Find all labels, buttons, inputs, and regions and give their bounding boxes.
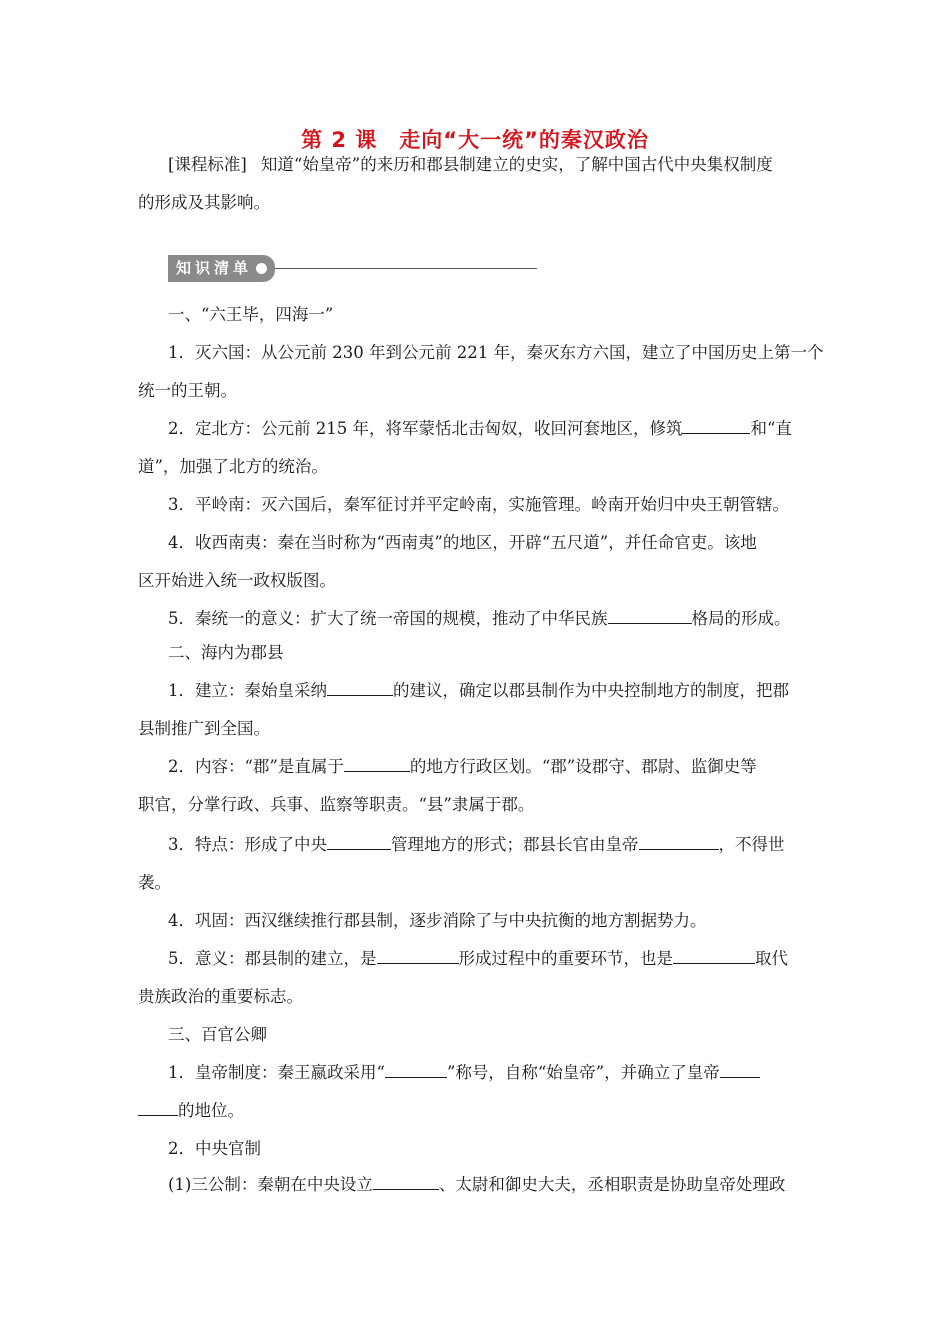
s2-item3-line1: 3．特点：形成了中央 管理地方的形式；郡县长官由皇帝 ，不得世 <box>168 835 785 854</box>
fill-blank[interactable] <box>673 947 755 964</box>
course-standard-label: [课程标准] <box>168 155 247 174</box>
fill-blank[interactable] <box>720 1061 760 1078</box>
s1-item4-line2: 区开始进入统一政权版图。 <box>138 571 336 590</box>
course-standard-text: 知道“始皇帝”的来历和郡县制建立的史实，了解中国古代中央集权制度 <box>260 155 773 174</box>
section-rule <box>275 268 537 269</box>
s2-item2-line2: 职官，分掌行政、兵事、监察等职责。“县”隶属于郡。 <box>138 795 535 814</box>
fill-blank[interactable] <box>327 679 393 696</box>
s2-item2-line1: 2．内容：“郡”是直属于 的地方行政区划。“郡”设郡守、郡尉、监御史等 <box>168 757 757 776</box>
s3-item1-line2: 的地位。 <box>138 1092 818 1130</box>
section2-heading: 二、海内为郡县 <box>168 643 284 662</box>
s2-item1-line1: 1．建立：秦始皇采纳 的建议，确定以郡县制作为中央控制地方的制度，把郡 <box>168 681 789 700</box>
s2-item4: 4．巩固：西汉继续推行郡县制，逐步消除了与中央抗衡的地方割据势力。 <box>168 911 707 930</box>
s1-item1-line1: 1．灭六国：从公元前 230 年到公元前 221 年，秦灭东方六国，建立了中国历史上第一个 <box>168 343 824 362</box>
fill-blank[interactable] <box>377 947 459 964</box>
section3-heading: 三、百官公卿 <box>168 1025 267 1044</box>
s2-item1-line2: 县制推广到全国。 <box>138 719 270 738</box>
fill-blank[interactable] <box>608 607 692 624</box>
fill-blank[interactable] <box>327 833 391 850</box>
s1-item5: 5．秦统一的意义：扩大了统一帝国的规模，推动了中华民族 格局的形成。 <box>168 609 791 628</box>
fill-blank[interactable] <box>682 417 750 434</box>
s3-item2: 2．中央官制 <box>168 1139 261 1158</box>
lesson-title: 第 2 课 走向“大一统”的秦汉政治 <box>301 128 649 152</box>
fill-blank[interactable] <box>385 1061 447 1078</box>
s1-item1-line2: 统一的王朝。 <box>138 381 237 400</box>
course-standard-line1 <box>138 146 818 184</box>
s2-item5-line1: 5．意义：郡县制的建立，是 形成过程中的重要环节，也是 取代 <box>168 949 788 968</box>
s1-item3: 3．平岭南：灭六国后，秦军征讨并平定岭南，实施管理。岭南开始归中央王朝管辖。 <box>168 495 789 514</box>
fill-blank[interactable] <box>639 833 719 850</box>
s3-item1-line1: 1．皇帝制度：秦王嬴政采用“ ”称号，自称“始皇帝”，并确立了皇帝 <box>138 1054 848 1092</box>
fill-blank[interactable] <box>138 1099 178 1116</box>
s1-item2-line2: 道”，加强了北方的统治。 <box>138 457 328 476</box>
course-standard-line2: 的形成及其影响。 <box>138 193 270 212</box>
section-label: 知识清单 <box>176 259 253 277</box>
bullet-dot-icon <box>256 263 267 274</box>
knowledge-list-header <box>168 255 537 282</box>
fill-blank[interactable] <box>344 755 410 772</box>
fill-blank[interactable] <box>373 1173 439 1190</box>
s2-item5-line2: 贵族政治的重要标志。 <box>138 987 303 1006</box>
s1-item2-line1: 2．定北方：公元前 215 年，将军蒙恬北击匈奴，收回河套地区，修筑 和“直 <box>168 419 792 438</box>
s3-item2-sub1: (1)三公制：秦朝在中央设立 、太尉和御史大夫，丞相职责是协助皇帝处理政 <box>168 1175 786 1194</box>
section1-heading: 一、“六王毕，四海一” <box>168 305 334 324</box>
s2-item3-line2: 袭。 <box>138 873 171 892</box>
s1-item4-line1: 4．收西南夷：秦在当时称为“西南夷”的地区，开辟“五尺道”，并任命官吏。该地 <box>168 533 757 552</box>
